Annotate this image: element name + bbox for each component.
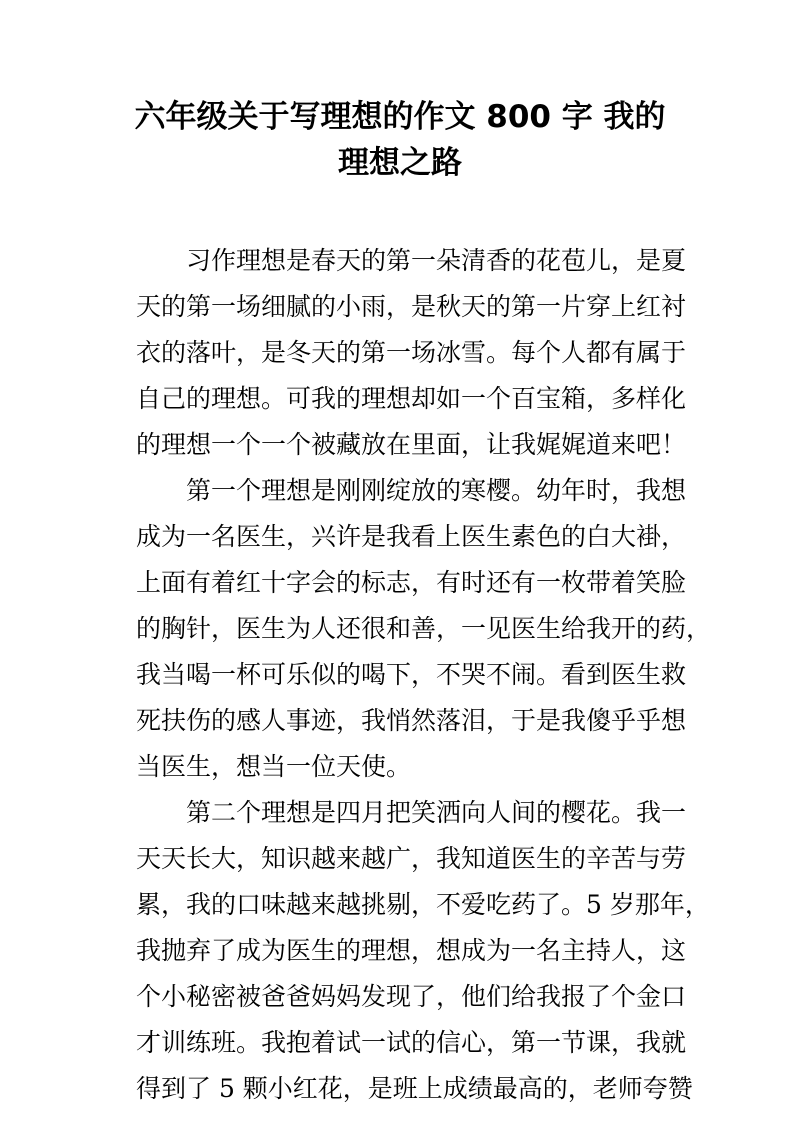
paragraph-line: 成为一名医生，兴许是我看上医生素色的白大褂，	[136, 522, 687, 551]
paragraph-line: 天天长大，知识越来越广，我知道医生的辛苦与劳	[136, 844, 687, 873]
paragraph-line: 我抛弃了成为医生的理想，想成为一名主持人，这	[136, 936, 687, 965]
title-line-2: 理想之路	[338, 145, 462, 181]
paragraph-line: 得到了 5 颗小红花，是班上成绩最高的，老师夸赞	[136, 1074, 693, 1103]
paragraph-line: 第二个理想是四月把笑洒向人间的樱花。我一	[186, 798, 687, 827]
paragraph-line: 习作理想是春天的第一朵清香的花苞儿，是夏	[186, 246, 687, 275]
document-title	[100, 94, 700, 186]
document-body	[136, 238, 712, 1112]
paragraph-line: 累，我的口味越来越挑剔，不爱吃药了。5 岁那年，	[136, 890, 710, 919]
paragraph-1	[136, 238, 687, 468]
paragraph-3	[136, 790, 710, 1112]
paragraph-line: 衣的落叶，是冬天的第一场冰雪。每个人都有属于	[136, 338, 687, 367]
paragraph-line: 才训练班。我抱着试一试的信心，第一节课，我就	[136, 1028, 687, 1057]
paragraph-line: 我当喝一杯可乐似的喝下，不哭不闹。看到医生救	[136, 660, 687, 689]
paragraph-line: 个小秘密被爸爸妈妈发现了，他们给我报了个金口	[136, 982, 687, 1011]
paragraph-line: 当医生，想当一位天使。	[136, 752, 412, 781]
paragraph-line: 死扶伤的感人事迹，我悄然落泪，于是我傻乎乎想	[136, 706, 687, 735]
paragraph-line: 的胸针，医生为人还很和善，一见医生给我开的药，	[136, 614, 712, 643]
paragraph-line: 天的第一场细腻的小雨，是秋天的第一片穿上红衬	[136, 292, 687, 321]
paragraph-line: 自己的理想。可我的理想却如一个百宝箱，多样化	[136, 384, 687, 413]
title-line-1: 六年级关于写理想的作文 800 字 我的	[134, 99, 666, 135]
paragraph-2	[136, 468, 712, 790]
paragraph-line: 的理想一个一个被藏放在里面，让我娓娓道来吧！	[136, 430, 687, 459]
paragraph-line: 第一个理想是刚刚绽放的寒樱。幼年时，我想	[186, 476, 687, 505]
paragraph-line: 上面有着红十字会的标志，有时还有一枚带着笑脸	[136, 568, 687, 597]
